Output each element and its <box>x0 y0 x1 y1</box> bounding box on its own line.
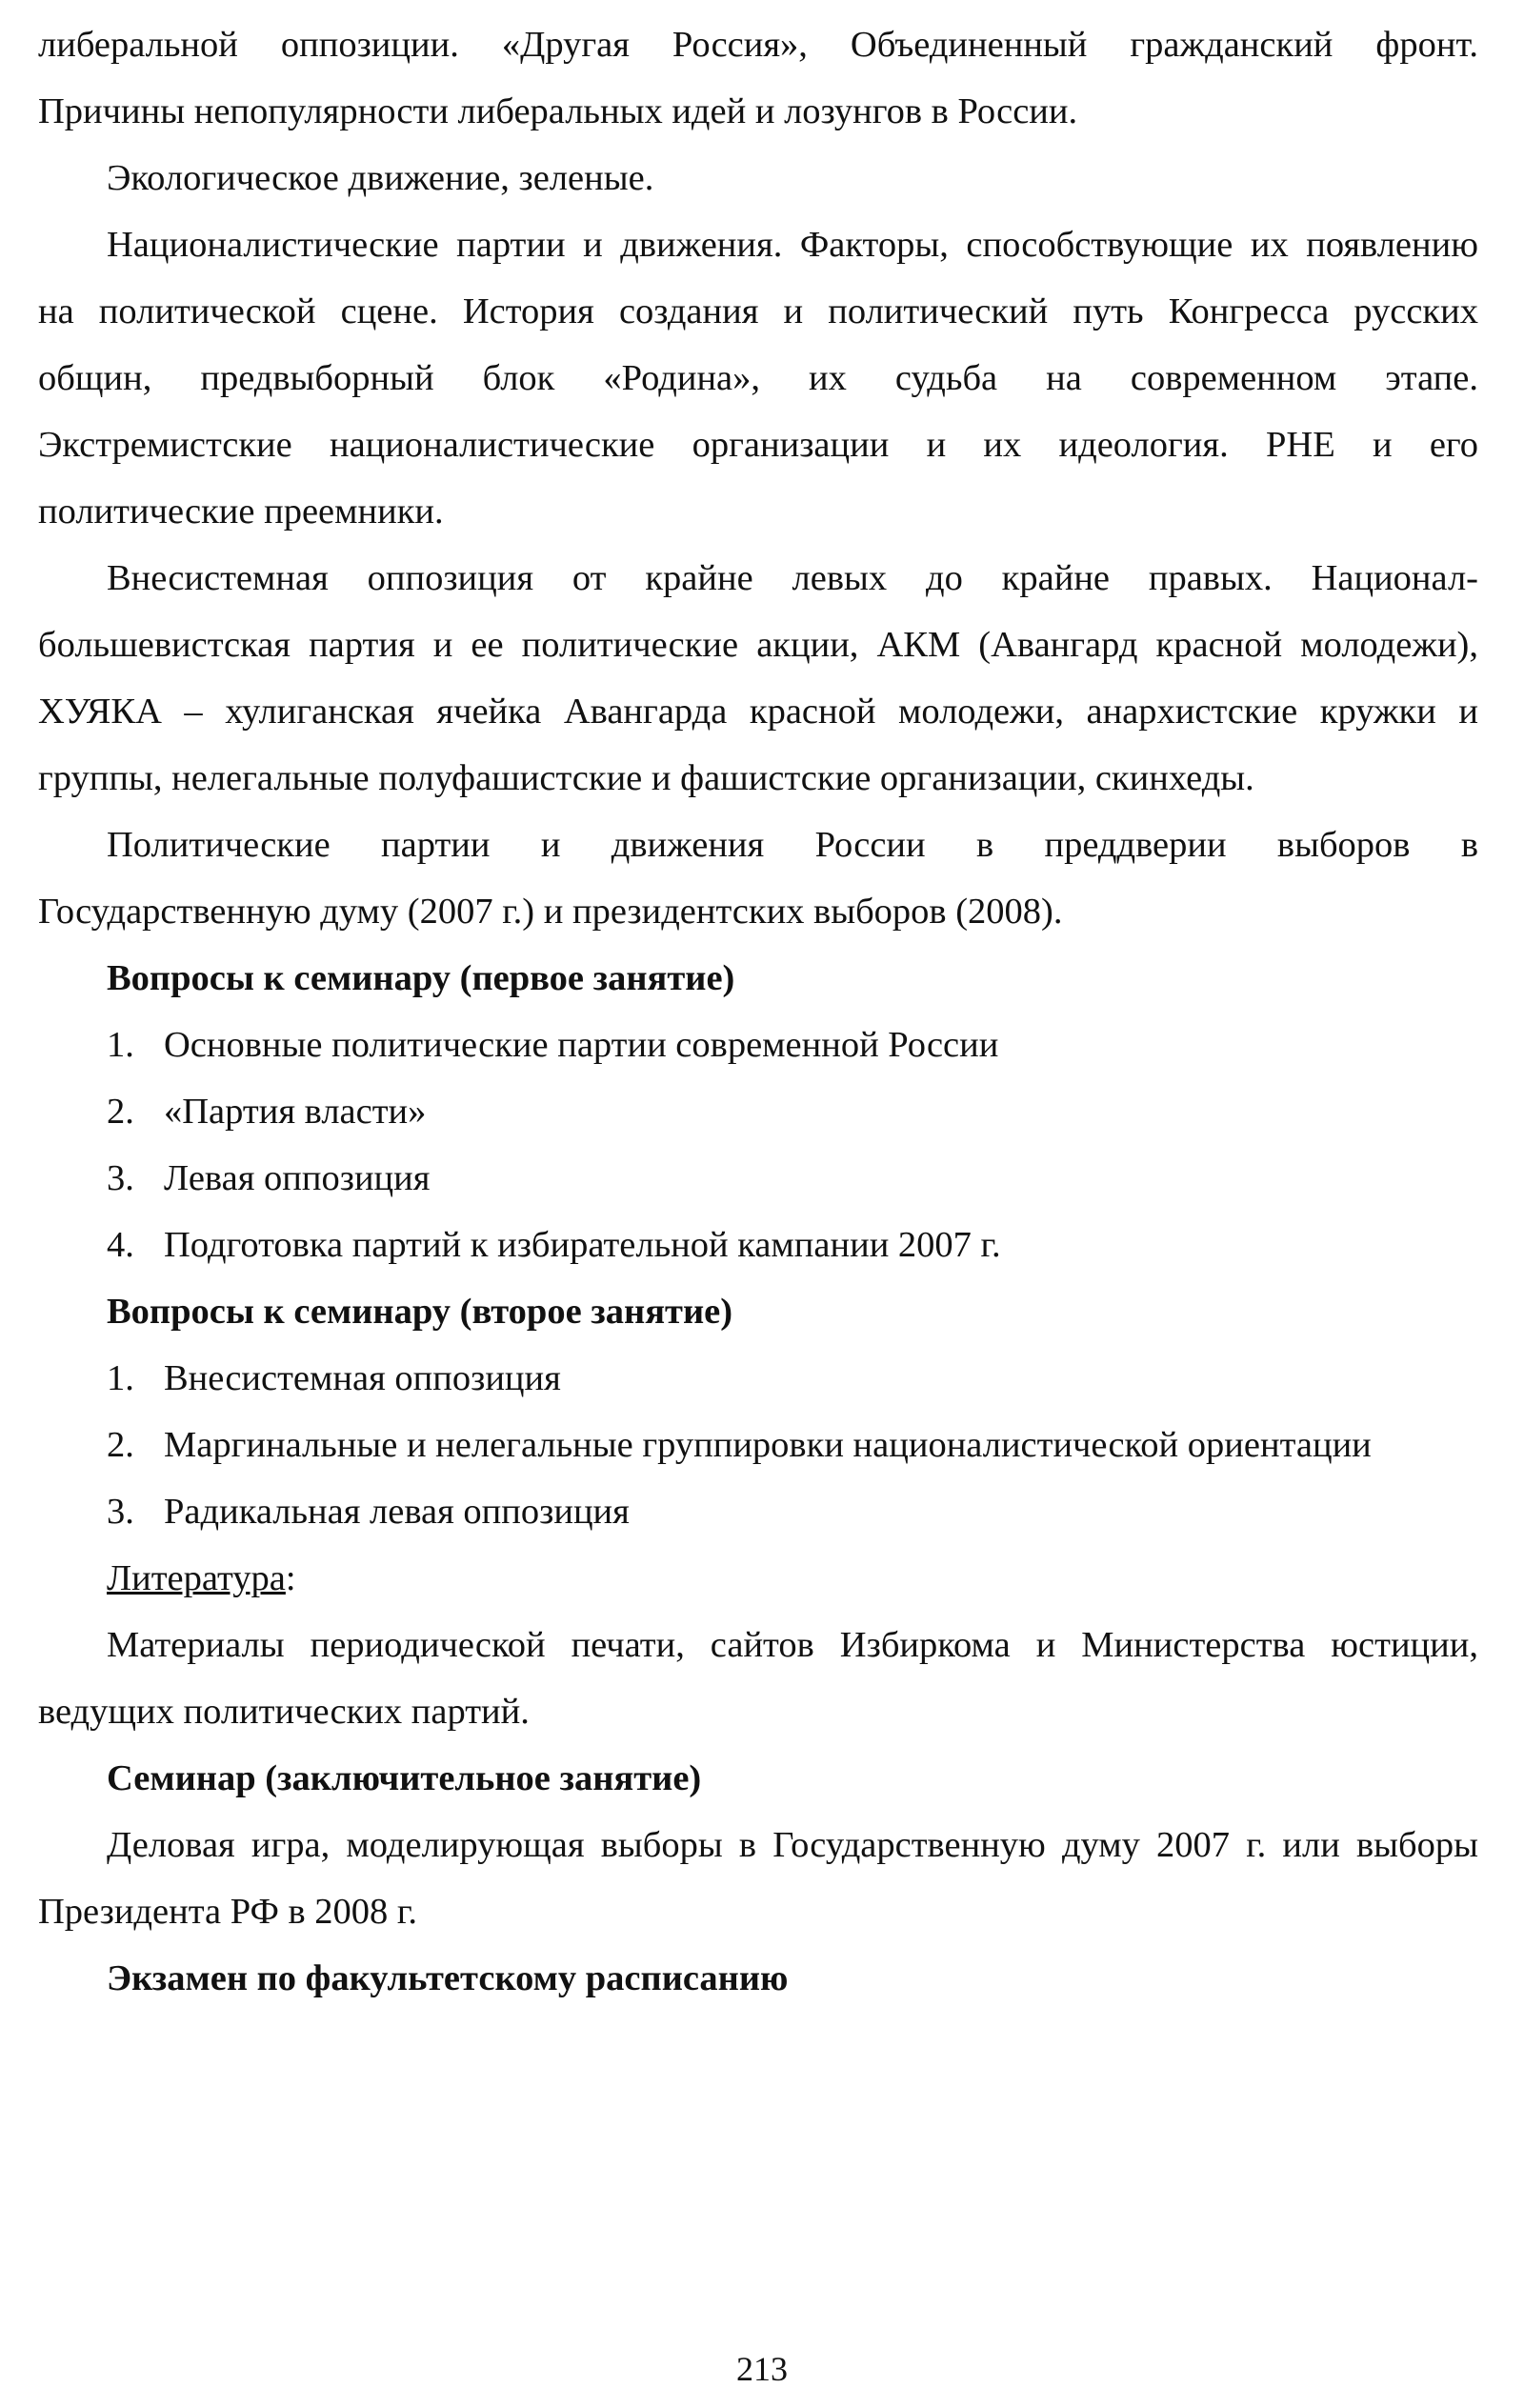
seminar-heading-final: Семинар (заключительное занятие) <box>107 1758 702 1798</box>
literature-label-text: Литература <box>107 1558 286 1598</box>
paragraph-line: большевистская партия и ее политические акции, АКМ (Авангард красной молодежи), <box>38 625 1478 665</box>
list-item <box>38 1078 1478 1145</box>
list-number: 3. <box>107 1492 134 1532</box>
list-number: 2. <box>107 1425 134 1465</box>
list-text: «Партия власти» <box>164 1092 427 1132</box>
paragraph-line: группы, нелегальные полуфашистские и фашистские организации, скинхеды. <box>38 758 1254 798</box>
list-text: Основные политические партии современной России <box>164 1025 999 1065</box>
paragraph-line: политические преемники. <box>38 492 444 532</box>
literature-label <box>38 1545 1478 1612</box>
paragraph-line: ХУЯКА – хулиганская ячейка Авангарда красной молодежи, анархистские кружки и <box>38 692 1478 732</box>
paragraph-line: Материалы периодической печати, сайтов Избиркома и Министерства юстиции, <box>107 1625 1478 1665</box>
list-number: 2. <box>107 1092 134 1132</box>
list-item <box>38 1412 1478 1478</box>
list-number: 3. <box>107 1158 134 1198</box>
paragraph-line: Политические партии и движения России в преддверии выборов в <box>107 825 1478 865</box>
page-number: 213 <box>736 2350 788 2388</box>
paragraph-line: либеральной оппозиции. «Другая Россия», Объединенный гражданский фронт. <box>38 25 1478 65</box>
paragraph-line: Причины непопулярности либеральных идей и лозунгов в России. <box>38 91 1078 131</box>
list-item <box>38 1345 1478 1412</box>
list-number: 1. <box>107 1025 134 1065</box>
body-text <box>38 11 1478 2012</box>
exam-heading: Экзамен по факультетскому расписанию <box>107 1958 789 1998</box>
list-number: 1. <box>107 1358 134 1398</box>
list-text: Маргинальные и нелегальные группировки националистической ориентации <box>164 1425 1372 1465</box>
list-item <box>38 1212 1478 1278</box>
paragraph-line: на политической сцене. История создания и политический путь Конгресса русских <box>38 291 1478 331</box>
list-item <box>38 1478 1478 1545</box>
list-number: 4. <box>107 1225 134 1265</box>
list-text: Подготовка партий к избирательной кампании 2007 г. <box>164 1225 1001 1265</box>
paragraph-line: Государственную думу (2007 г.) и президентских выборов (2008). <box>38 892 1063 932</box>
literature-colon: : <box>285 1558 296 1598</box>
list-item <box>38 1145 1478 1212</box>
paragraph-line: общин, предвыборный блок «Родина», их судьба на современном этапе. <box>38 358 1478 398</box>
list-text: Левая оппозиция <box>164 1158 431 1198</box>
paragraph-line: Экстремистские националистические организации и их идеология. РНЕ и его <box>38 425 1478 465</box>
paragraph: Экологическое движение, зеленые. <box>107 158 654 198</box>
list-item <box>38 1012 1478 1078</box>
paragraph-line: Деловая игра, моделирующая выборы в Государственную думу 2007 г. или выборы <box>107 1825 1478 1865</box>
seminar-heading-second: Вопросы к семинару (второе занятие) <box>107 1292 733 1332</box>
paragraph-line: Националистические партии и движения. Факторы, способствующие их появлению <box>107 225 1478 265</box>
list-text: Радикальная левая оппозиция <box>164 1492 630 1532</box>
paragraph-line: Президента РФ в 2008 г. <box>38 1892 418 1932</box>
paragraph-line: ведущих политических партий. <box>38 1692 530 1732</box>
seminar-heading-first: Вопросы к семинару (первое занятие) <box>107 958 735 998</box>
list-text: Внесистемная оппозиция <box>164 1358 561 1398</box>
paragraph-line: Внесистемная оппозиция от крайне левых до крайне правых. Национал- <box>107 558 1478 598</box>
